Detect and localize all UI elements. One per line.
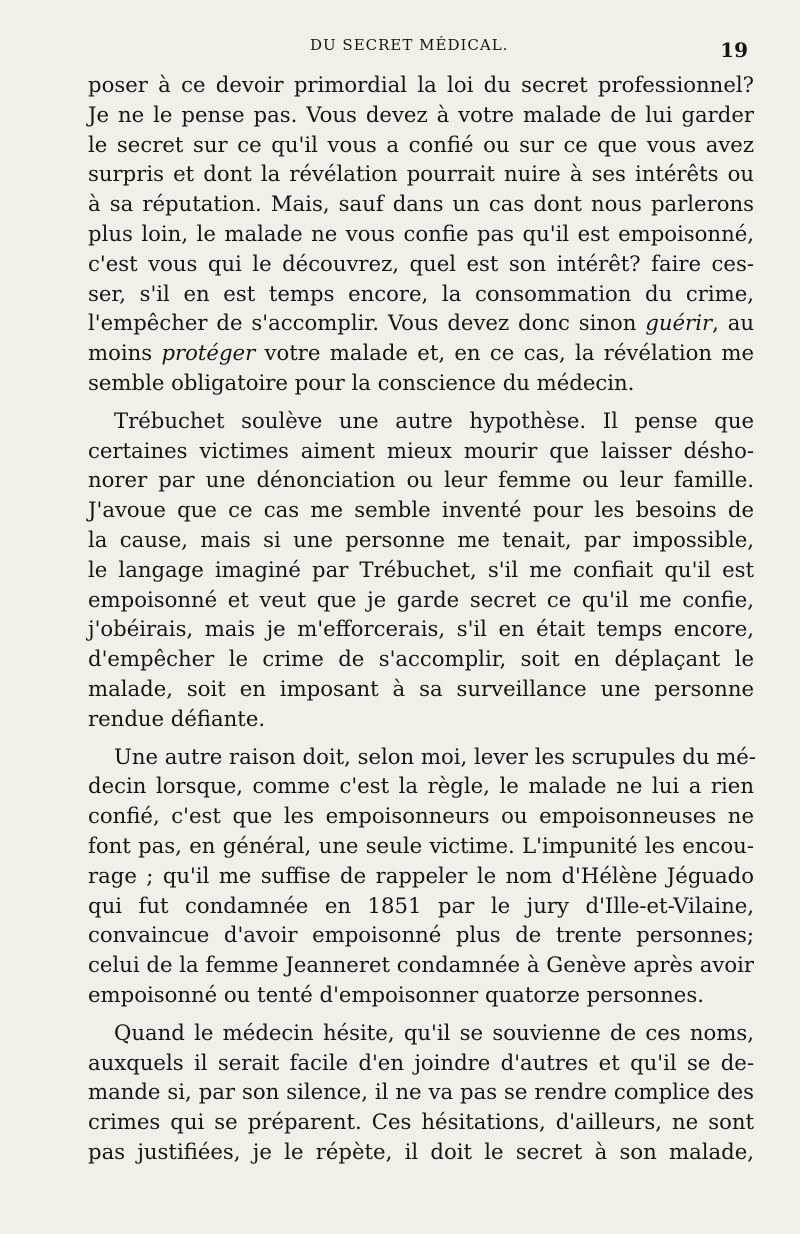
text-line: le langage imaginé par Trébuchet, s'il me confiait qu'il est [88, 556, 754, 582]
text-line: rendue défiante. [88, 705, 266, 731]
text-line: ser, s'il en est temps encore, la consommation du crime, [88, 280, 754, 306]
text-line: Une autre raison doit, selon moi, lever les scrupules du mé- [114, 743, 756, 769]
text-line: qui fut condamnée en 1851 par le jury d'Ille-et-Vilaine, [88, 892, 754, 918]
text-line: empoisonné ou tenté d'empoisonner quatorze personnes. [88, 981, 704, 1007]
text-line: auxquels il serait facile d'en joindre d'autres et qu'il se de- [88, 1049, 754, 1075]
text-line: à sa réputation. Mais, sauf dans un cas dont nous parlerons [88, 191, 754, 217]
text-line: j'obéirais, mais je m'efforcerais, s'il en était temps encore, [88, 616, 754, 642]
text-line: confié, c'est que les empoisonneurs ou empoisonneuses ne [88, 803, 754, 829]
paragraph-1 [88, 70, 754, 398]
text-line: mande si, par son silence, il ne va pas se rendre complice des [88, 1079, 754, 1105]
paragraph-2 [88, 406, 754, 734]
text-line: convaincue d'avoir empoisonné plus de trente personnes; [88, 922, 754, 948]
text-line: Trébuchet soulève une autre hypothèse. Il pense que [114, 407, 754, 433]
text-run: l'empêcher de s'accomplir. Vous devez donc sinon [88, 310, 646, 336]
emphasis-guerir: guérir [645, 310, 713, 336]
text-line: decin lorsque, comme c'est la règle, le malade ne lui a rien [88, 773, 754, 799]
text-line: norer par une dénonciation ou leur femme ou leur famille. [88, 467, 754, 493]
text-line: Je ne le pense pas. Vous devez à votre malade de lui garder [88, 101, 754, 127]
text-line: d'empêcher le crime de s'accomplir, soit en déplaçant le [88, 646, 754, 672]
text-line: c'est vous qui le découvrez, quel est son intérêt? faire ces- [88, 250, 754, 276]
page-number: 19 [720, 38, 748, 62]
body-text [88, 70, 754, 1167]
text-line: rage ; qu'il me suffise de rappeler le nom d'Hélène Jéguado [88, 862, 754, 888]
text-line: celui de la femme Jeanneret condamnée à Genève après avoir [88, 952, 754, 978]
emphasis-proteger: protéger [161, 340, 256, 366]
text-line [88, 308, 754, 338]
text-line: pas justifiées, je le répète, il doit le secret à son malade, [88, 1138, 754, 1164]
text-line: surpris et dont la révélation pourrait nuire à ses intérêts ou [88, 161, 754, 187]
text-line: plus loin, le malade ne vous confie pas qu'il est empoisonné, [88, 220, 754, 246]
text-run: votre malade et, en ce cas, la révélation me [255, 340, 754, 366]
text-line: poser à ce devoir primordial la loi du secret professionnel? [88, 72, 754, 97]
running-title: DU SECRET MÉDICAL. [310, 36, 509, 54]
text-line: empoisonné et veut que je garde secret ce qu'il me confie, [88, 586, 754, 612]
text-line: semble obligatoire pour la conscience du médecin. [88, 369, 635, 395]
paragraph-3 [88, 742, 754, 1010]
text-line: J'avoue que ce cas me semble inventé pour les besoins de [88, 497, 754, 523]
text-run: moins [88, 340, 162, 366]
text-line: Quand le médecin hésite, qu'il se souvienne de ces noms, [114, 1019, 754, 1045]
text-line: la cause, mais si une personne me tenait, par impossible, [88, 526, 754, 552]
page-header [88, 30, 754, 70]
text-run: , au [712, 310, 754, 336]
text-line: certaines victimes aiment mieux mourir que laisser désho- [88, 437, 754, 463]
text-line [88, 338, 754, 368]
paragraph-4 [88, 1018, 754, 1167]
text-line: crimes qui se préparent. Ces hésitations, d'ailleurs, ne sont [88, 1109, 754, 1135]
text-line: font pas, en général, une seule victime. L'impunité les encou- [88, 832, 754, 858]
text-line: le secret sur ce qu'il vous a confié ou sur ce que vous avez [88, 131, 754, 157]
text-line: malade, soit en imposant à sa surveillance une personne [88, 675, 754, 701]
